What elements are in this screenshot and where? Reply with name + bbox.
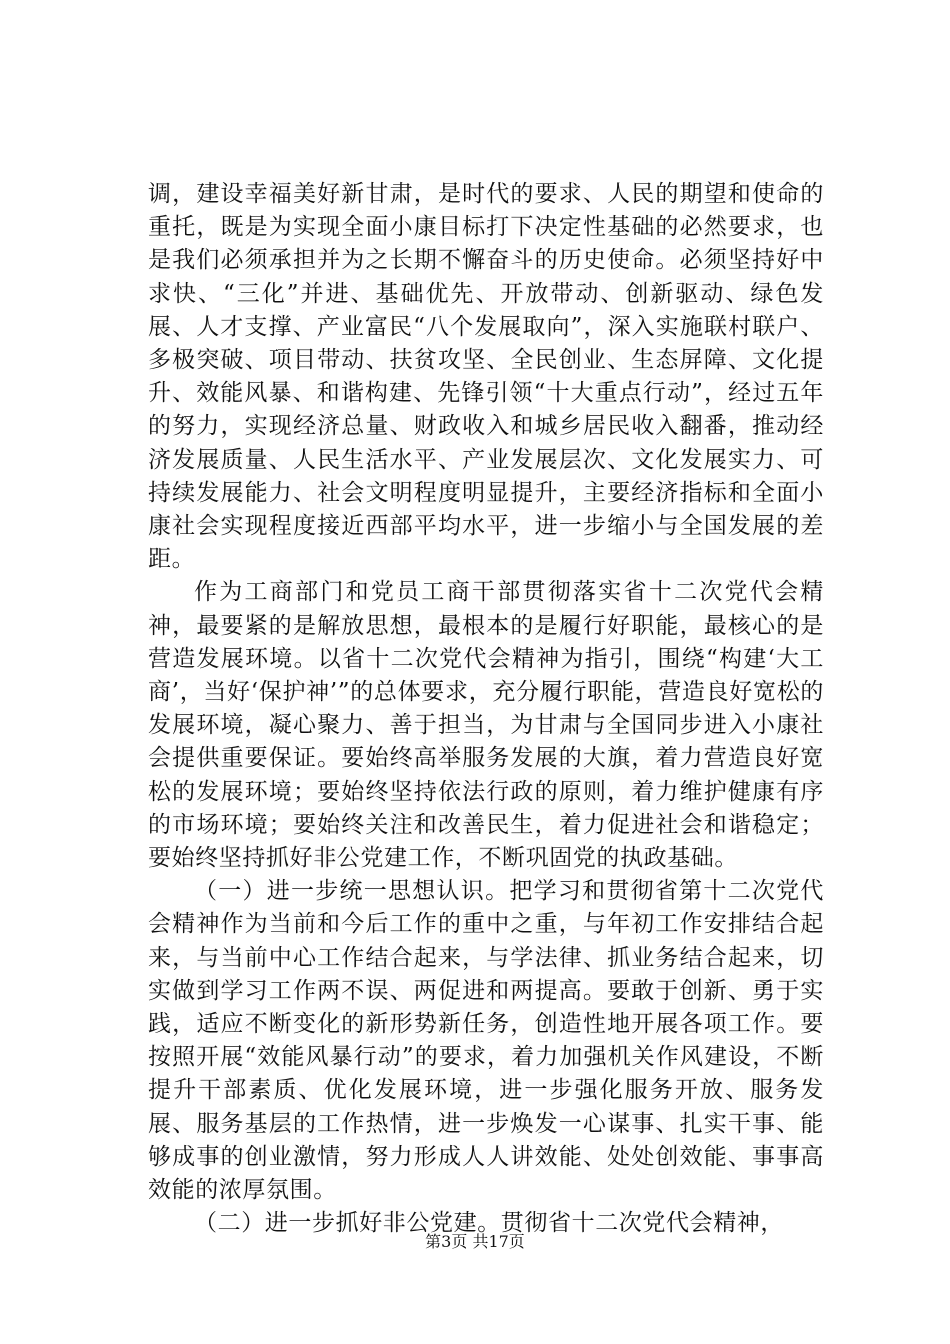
paragraph-section-two: （二）进一步抓好非公党建。贯彻省十二次党代会精神， (194, 1210, 784, 1237)
page-footer: 第3页 共17页 (425, 1232, 525, 1251)
paragraph-business-department: 作为工商部门和党员工商干部贯彻落实省十二次党代会精神，最要紧的是解放思想，最根本的是履行好职能，最核心的是营造发展环境。以省十二次党代会精神为指引，围绕“构建‘大工商’，当好‘保护神’”的总体要求，充分履行职能，营造良好宽松的发展环境，凝心聚力、善于担当，为甘肃与全国同步进入小康社会提供重要保证。要始终高举服务发展的大旗，着力营造良好宽松的发展环境；要始终坚持依法行政的原则，着力维护健康有序的市场环境；要始终关注和改善民生，着力促进社会和谐稳定；要始终坚持抓好非公党建工作，不断巩固党的执政基础。 (148, 579, 824, 872)
paragraph-intro: 调，建设幸福美好新甘肃，是时代的要求、人民的期望和使命的重托，既是为实现全面小康目标打下决定性基础的必然要求，也是我们必须承担并为之长期不懈奋斗的历史使命。必须坚持好中求快、“三化”并进、基础优先、开放带动、创新驱动、绿色发展、人才支撑、产业富民“八个发展取向”，深入实施联村联户、多极突破、项目带动、扶贫攻坚、全民创业、生态屏障、文化提升、效能风暴、和谐构建、先锋引领“十大重点行动”，经过五年的努力，实现经济总量、财政收入和城乡居民收入翻番，推动经济发展质量、人民生活水平、产业发展层次、文化发展实力、可持续发展能力、社会文明程度明显提升，主要经济指标和全面小康社会实现程度接近西部平均水平，进一步缩小与全国发展的差距。 (148, 181, 824, 573)
document-body (148, 178, 824, 1241)
paragraph-section-one: （一）进一步统一思想认识。把学习和贯彻省第十二次党代会精神作为当前和今后工作的重中之重，与年初工作安排结合起来，与当前中心工作结合起来，与学法律、抓业务结合起来，切实做到学习工作两不误、两促进和两提高。要敢于创新、勇于实践，适应不断变化的新形势新任务，创造性地开展各项工作。要按照开展“效能风暴行动”的要求，着力加强机关作风建设，不断提升干部素质、优化发展环境，进一步强化服务开放、服务发展、服务基层的工作热情，进一步焕发一心谋事、扎实干事、能够成事的创业激情，努力形成人人讲效能、处处创效能、事事高效能的浓厚氛围。 (148, 878, 824, 1204)
